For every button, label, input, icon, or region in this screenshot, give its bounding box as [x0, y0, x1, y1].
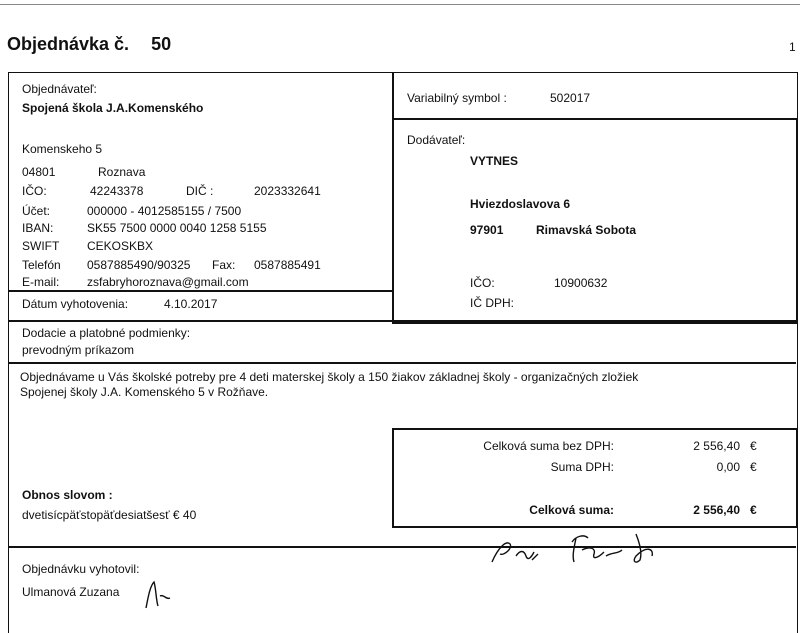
- approval-signature-icon: [486, 526, 666, 570]
- buyer-label: Objednávateľ:: [22, 82, 97, 96]
- buyer-ico: 42243378: [90, 184, 144, 198]
- issued-by-name: Ulmanová Zuzana: [22, 585, 120, 599]
- buyer-fax-label: Fax:: [212, 258, 236, 272]
- terms-label: Dodacie a platobné podmienky:: [22, 326, 191, 340]
- buyer-name: Spojená škola J.A.Komenského: [22, 101, 204, 115]
- words-value: dvetisícpäťstopäťdesiatšesť € 40: [22, 508, 197, 522]
- terms-value: prevodným príkazom: [22, 343, 135, 357]
- buyer-iban: SK55 7500 0000 0040 1258 5155: [87, 221, 267, 235]
- issue-date-label: Dátum vyhotovenia:: [22, 297, 129, 311]
- grand-total-value: 2 556,40: [693, 503, 740, 517]
- variable-symbol-value: 502017: [550, 91, 591, 105]
- supplier-zip: 97901: [470, 223, 504, 237]
- issuer-divider: [8, 546, 796, 548]
- buyer-account: 000000 - 4012585155 / 7500: [87, 204, 242, 218]
- supplier-label: Dodávateľ:: [407, 133, 466, 147]
- supplier-city: Rimavská Sobota: [536, 223, 637, 237]
- buyer-ico-label: IČO:: [22, 184, 47, 198]
- variable-symbol-label: Variabilný symbol :: [407, 91, 507, 105]
- buyer-swift-label: SWIFT: [22, 239, 60, 253]
- top-rule: [0, 4, 800, 5]
- buyer-street: Komenskeho 5: [22, 142, 103, 156]
- buyer-phone-label: Telefón: [22, 258, 61, 272]
- supplier-ico-label: IČO:: [470, 276, 495, 290]
- buyer-email-label: E-mail:: [22, 275, 60, 289]
- page-title: [7, 34, 171, 55]
- title-text: Objednávka č.: [7, 34, 130, 54]
- buyer-swift: CEKOSKBX: [87, 239, 154, 253]
- buyer-phone: 0587885490/90325: [87, 258, 191, 272]
- issuer-signature-icon: [142, 578, 182, 610]
- net-total-value: 2 556,40: [693, 439, 740, 453]
- buyer-dic-label: DIČ :: [186, 184, 214, 198]
- page-number: 1: [789, 40, 796, 54]
- vat-total-label: Suma DPH:: [550, 460, 614, 474]
- supplier-street: Hviezdoslavova 6: [470, 197, 571, 211]
- order-text-line1: Objednávame u Vás školské potreby pre 4 deti materskej školy a 150 žiakov základnej školy - organizačných zložiek: [20, 370, 639, 384]
- order-number: 50: [151, 34, 172, 54]
- supplier-ico: 10900632: [554, 276, 608, 290]
- words-label: Obnos slovom :: [22, 488, 113, 502]
- grand-total-currency: €: [750, 503, 757, 517]
- supplier-icdph-label: IČ DPH:: [470, 296, 515, 310]
- vat-total-value: 0,00: [716, 460, 740, 474]
- buyer-dic: 2023332641: [254, 184, 321, 198]
- net-total-label: Celková suma bez DPH:: [483, 439, 614, 453]
- supplier-name: VYTNES: [470, 154, 519, 168]
- issued-by-label: Objednávku vyhotovil:: [22, 562, 140, 576]
- supplier-box: [392, 118, 798, 324]
- date-divider: [8, 290, 392, 292]
- buyer-account-label: Účet:: [22, 204, 51, 218]
- net-total-currency: €: [750, 439, 757, 453]
- terms-bottom-divider: [8, 362, 796, 364]
- order-text-line2: Spojenej školy J.A. Komenského 5 v Rožňave.: [20, 385, 269, 399]
- buyer-email: zsfabryhoroznava@gmail.com: [87, 275, 249, 289]
- issue-date: 4.10.2017: [164, 297, 218, 311]
- grand-total-label: Celková suma:: [529, 503, 614, 517]
- buyer-city: Roznava: [98, 165, 146, 179]
- buyer-fax: 0587885491: [254, 258, 321, 272]
- buyer-zip: 04801: [22, 165, 56, 179]
- vat-total-currency: €: [750, 460, 757, 474]
- buyer-iban-label: IBAN:: [22, 221, 54, 235]
